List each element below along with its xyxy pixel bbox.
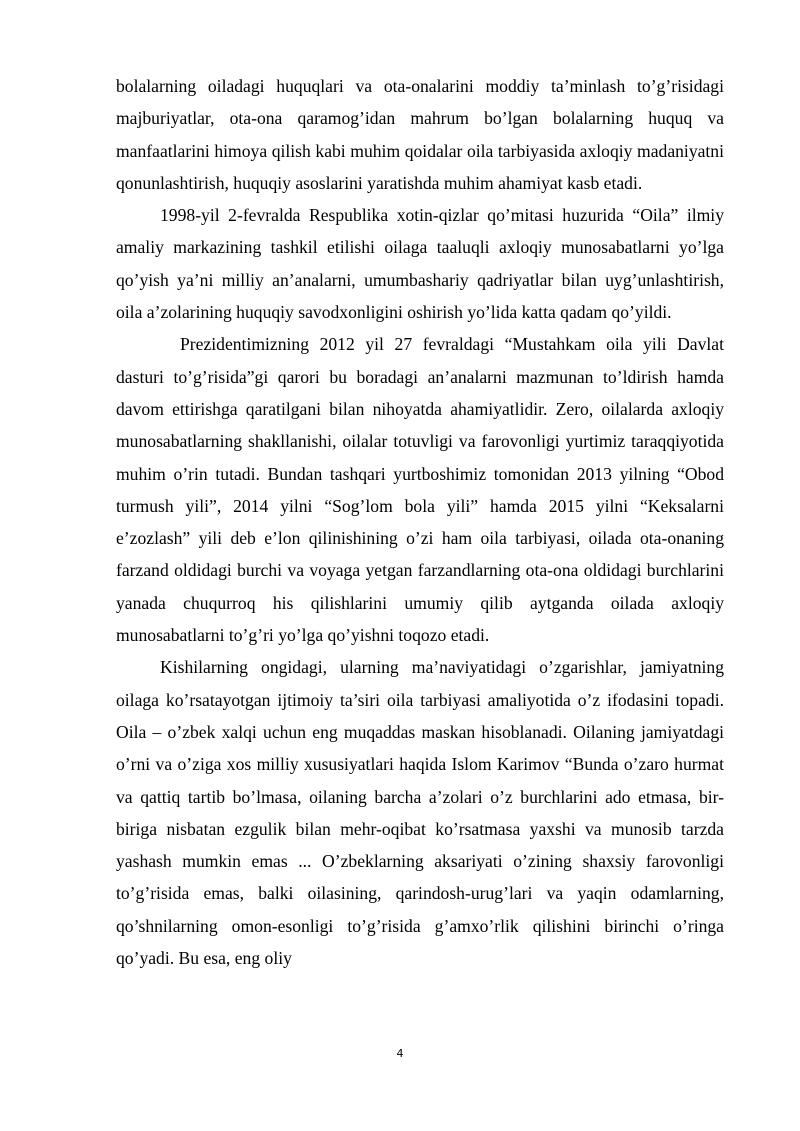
paragraph-1: bolalarning oiladagi huquqlari va ota-onalarini moddiy ta’minlash to’g’risidagi majburiyatlar, ota-ona qaramog’idan mahrum bo’lgan bolalarning huquq va manfaatlarini himoya qilish kabi muhim qoidalar oila tarbiyasida axloqiy madaniyatni qonunlashtirish, huquqiy asoslarini yaratishda muhim ahamiyat kasb etadi. xyxy=(116,76,724,193)
body-text xyxy=(116,70,724,974)
page-number: 4 xyxy=(396,1047,404,1060)
paragraph-2: 1998-yil 2-fevralda Respublika xotin-qizlar qo’mitasi huzurida “Oila” ilmiy amaliy markazining tashkil etilishi oilaga taaluqli axloqiy munosabatlarni yo’lga qo’yish ya’ni milliy an’analarni, umumbashariy qadriyatlar bilan uyg’unlashtirish, oila a’zolarining huquqiy savodxonligini oshirish yo’lida katta qadam qo’yildi. xyxy=(116,205,724,323)
paragraph-3: Prezidentimizning 2012 yil 27 fevraldagi “Mustahkam oila yili Davlat dasturi to’g’risida”gi qarori bu boradagi an’analarni mazmunan to’ldirish hamda davom ettirishga qaratilgani bilan nihoyatda ahamiyatlidir. Zero, oilalarda axloqiy munosabatlarning shakllanishi, oilalar totuvligi va farovonligi yurtimiz taraqqiyotida muhim o’rin tutadi. Bundan tashqari yurtboshimiz tomonidan 2013 yilning “Obod turmush yili”, 2014 yilni “Sog’lom bola yili” hamda 2015 yilni “Keksalarni e’zozlash” yili deb e’lon qilinishining o’zi ham oila tarbiyasi, oilada ota-onaning farzand oldidagi burchi va voyaga yetgan farzandlarning ota-ona oldidagi burchlarini yanada chuqurroq his qilishlarini umumiy qilib aytganda oilada axloqiy munosabatlarni to’g’ri yo’lga qo’yishni toqozo etadi. xyxy=(116,334,724,646)
paragraph-4: Kishilarning ongidagi, ularning ma’naviyatidagi o’zgarishlar, jamiyatning oilaga ko’rsatayotgan ijtimoiy ta’siri oila tarbiyasi amaliyotida o’z ifodasini topadi. Oila – o’zbek xalqi uchun eng muqaddas maskan hisoblanadi. Oilaning jamiyatdagi o’rni va o’ziga xos milliy xususiyatlari haqida Islom Karimov “Bunda o’zaro hurmat va qattiq tartib bo’lmasa, oilaning barcha a’zolari o’z burchlarini ado etmasa, bir-biriga nisbatan ezgulik bilan mehr-oqibat ko’rsatmasa yaxshi va munosib tarzda yashash mumkin emas ... O’zbeklarning aksariyati o’zining shaxsiy farovonligi to’g’risida emas, balki oilasining, qarindosh-urug’lari va yaqin odamlarning, qo’shnilarning omon-esonligi to’g’risida g’amxo’rlik qilishini birinchi o’ringa qo’yadi. Bu esa, eng oliy xyxy=(116,657,724,969)
